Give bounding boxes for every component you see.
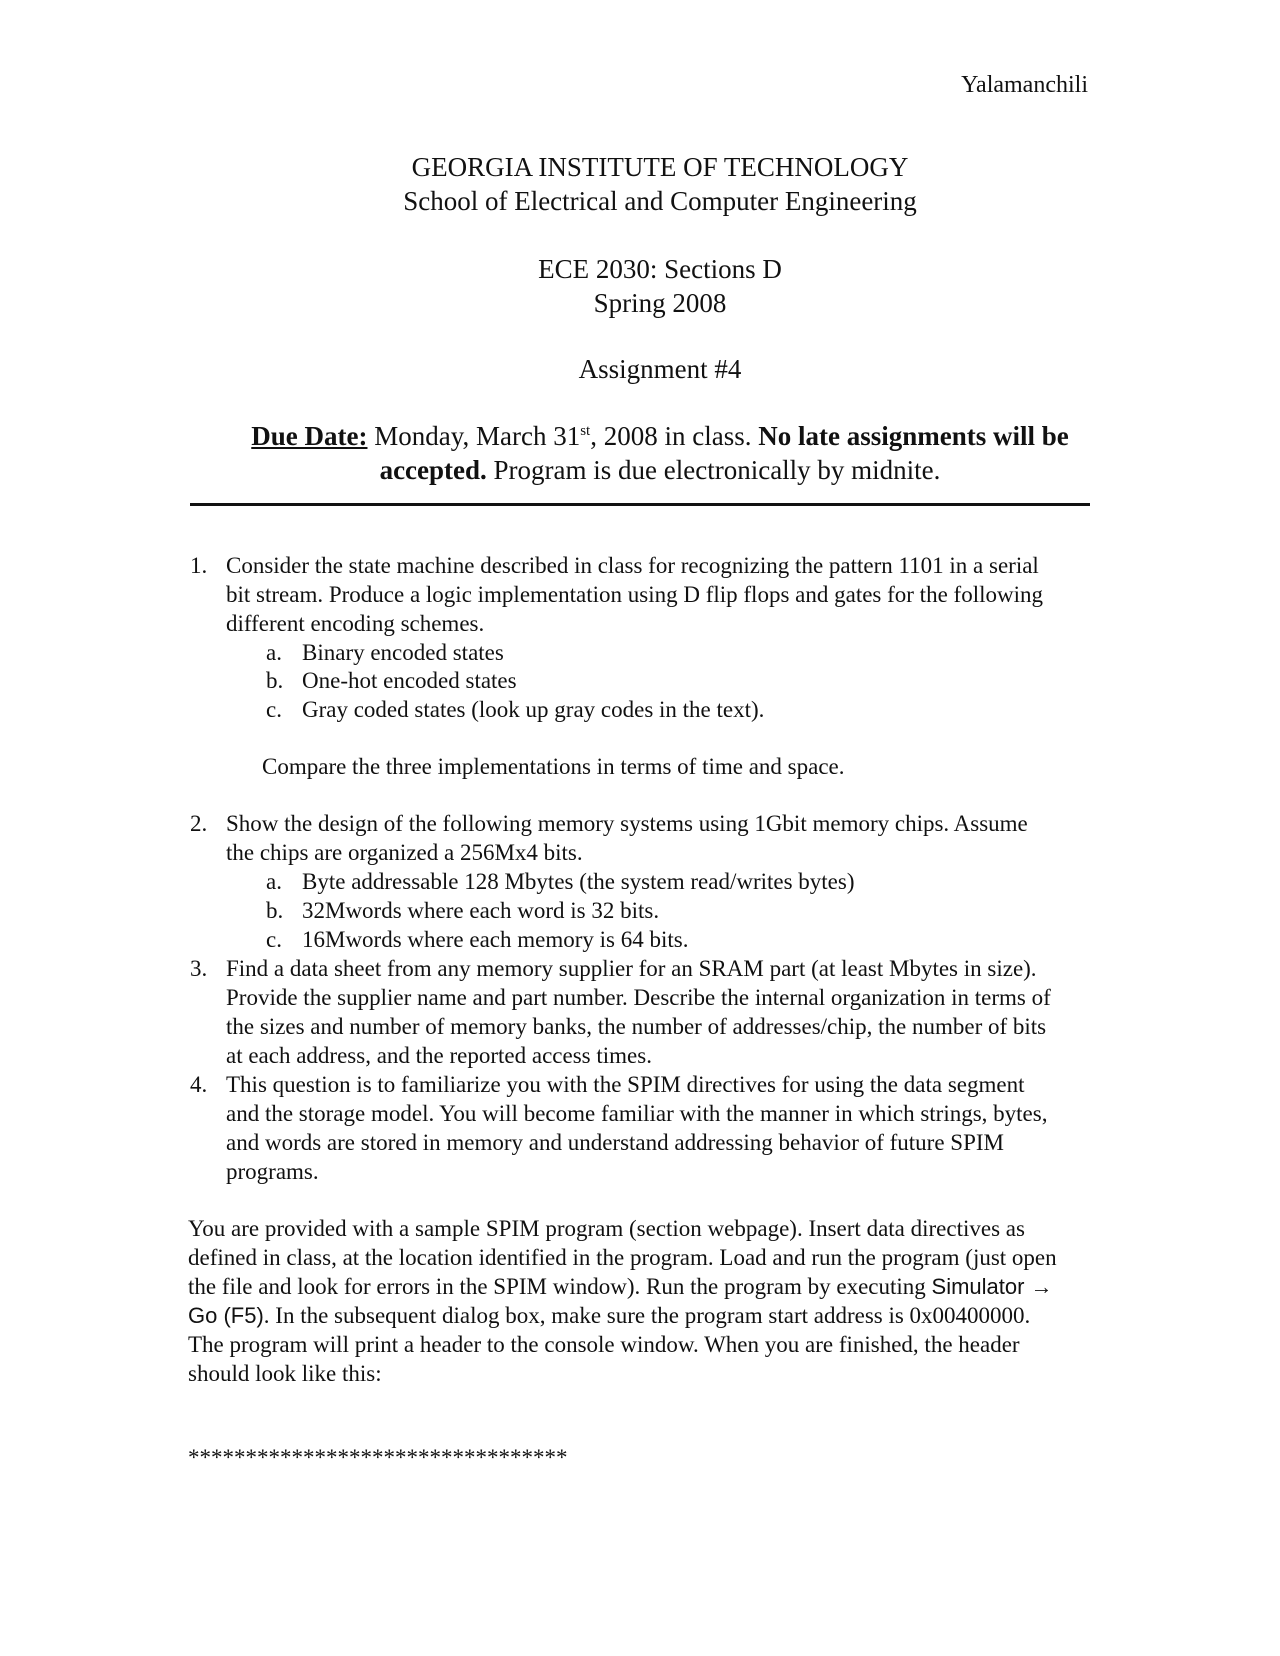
question-line: bit stream. Produce a logic implementation using D flip flops and gates for the following	[226, 582, 1043, 607]
console-header-stars: *********************************	[188, 1445, 568, 1470]
assignment-block	[0, 352, 1280, 386]
question-2	[190, 809, 1140, 867]
term: Spring 2008	[593, 288, 727, 318]
paragraph-line: should look like this:	[188, 1361, 382, 1386]
late-notice-2: accepted.	[379, 455, 487, 485]
paragraph-text: . In the subsequent dialog box, make sure the program start address is 0x00400000.	[263, 1303, 1031, 1328]
menu-path-simulator: Simulator →	[931, 1274, 1053, 1299]
due-date-suffix: st	[580, 423, 591, 439]
item-text: Byte addressable 128 Mbytes (the system read/writes bytes)	[302, 869, 855, 894]
item-text: Binary encoded states	[302, 640, 504, 665]
item-letter: b.	[266, 898, 284, 923]
assignment-title: Assignment #4	[578, 354, 742, 384]
program-due-note: Program is due electronically by midnite.	[493, 455, 941, 485]
instructions-paragraph	[188, 1214, 1148, 1388]
item-letter: c.	[266, 697, 282, 722]
item-letter: b.	[266, 668, 284, 693]
paragraph-line: defined in class, at the location identified in the program. Load and run the program (just open	[188, 1245, 1057, 1270]
paragraph-line: The program will print a header to the console window. When you are finished, the header	[188, 1332, 1020, 1357]
institution-block	[0, 150, 1280, 218]
institution-name: GEORGIA INSTITUTE OF TECHNOLOGY	[411, 152, 909, 182]
question-line: at each address, and the reported access times.	[226, 1043, 652, 1068]
late-notice-1: No late assignments will be	[758, 421, 1069, 451]
question-number: 4.	[190, 1072, 208, 1097]
question-1-item-a	[266, 638, 504, 667]
question-3	[190, 954, 1140, 1070]
question-line: Consider the state machine described in class for recognizing the pattern 1101 in a serial	[226, 553, 1039, 578]
item-text: 16Mwords where each memory is 64 bits.	[302, 927, 689, 952]
item-text: Gray coded states (look up gray codes in the text).	[302, 697, 765, 722]
question-line: This question is to familiarize you with the SPIM directives for using the data segment	[226, 1072, 1025, 1097]
question-line: the chips are organized a 256Mx4 bits.	[226, 840, 583, 865]
question-1-compare: Compare the three implementations in terms of time and space.	[262, 754, 845, 779]
menu-path-go: Go (F5)	[188, 1303, 264, 1328]
item-text: 32Mwords where each word is 32 bits.	[302, 898, 660, 923]
question-4	[190, 1070, 1140, 1186]
due-date-block	[120, 414, 1200, 487]
school-name: School of Electrical and Computer Engineering	[403, 186, 917, 216]
question-line: Find a data sheet from any memory supplier for an SRAM part (at least Mbytes in size).	[226, 956, 1037, 981]
question-line: different encoding schemes.	[226, 611, 485, 636]
question-line: Provide the supplier name and part number. Describe the internal organization in terms of	[226, 985, 1051, 1010]
question-line: Show the design of the following memory systems using 1Gbit memory chips. Assume	[226, 811, 1028, 836]
question-2-item-c	[266, 925, 688, 954]
question-number: 1.	[190, 553, 208, 578]
question-1-item-c	[266, 695, 764, 724]
question-number: 2.	[190, 811, 208, 836]
paragraph-text: the file and look for errors in the SPIM window). Run the program by executing	[188, 1274, 932, 1299]
paragraph-line: You are provided with a sample SPIM program (section webpage). Insert data directives as	[188, 1216, 1025, 1241]
question-line: and the storage model. You will become familiar with the manner in which strings, bytes,	[226, 1101, 1048, 1126]
item-letter: c.	[266, 927, 282, 952]
course-title: ECE 2030: Sections D	[538, 254, 782, 284]
item-letter: a.	[266, 869, 282, 894]
author-name: Yalamanchili	[961, 72, 1088, 98]
question-line: and words are stored in memory and understand addressing behavior of future SPIM	[226, 1130, 1004, 1155]
question-2-item-b	[266, 896, 659, 925]
question-1	[190, 551, 1140, 638]
course-block	[0, 252, 1280, 320]
paragraph-line	[188, 1272, 1148, 1301]
question-line: the sizes and number of memory banks, the number of addresses/chip, the number of bits	[226, 1014, 1047, 1039]
item-letter: a.	[266, 640, 282, 665]
paragraph-line	[188, 1301, 1148, 1330]
item-text: One-hot encoded states	[302, 668, 517, 693]
horizontal-rule	[190, 503, 1090, 506]
due-date-label: Due Date:	[251, 421, 368, 451]
question-line: programs.	[226, 1159, 319, 1184]
question-1-item-b	[266, 666, 517, 695]
question-number: 3.	[190, 956, 208, 981]
due-date-rest: , 2008 in class.	[590, 421, 752, 451]
due-date-prefix: Monday, March 31	[374, 421, 581, 451]
question-2-item-a	[266, 867, 855, 896]
